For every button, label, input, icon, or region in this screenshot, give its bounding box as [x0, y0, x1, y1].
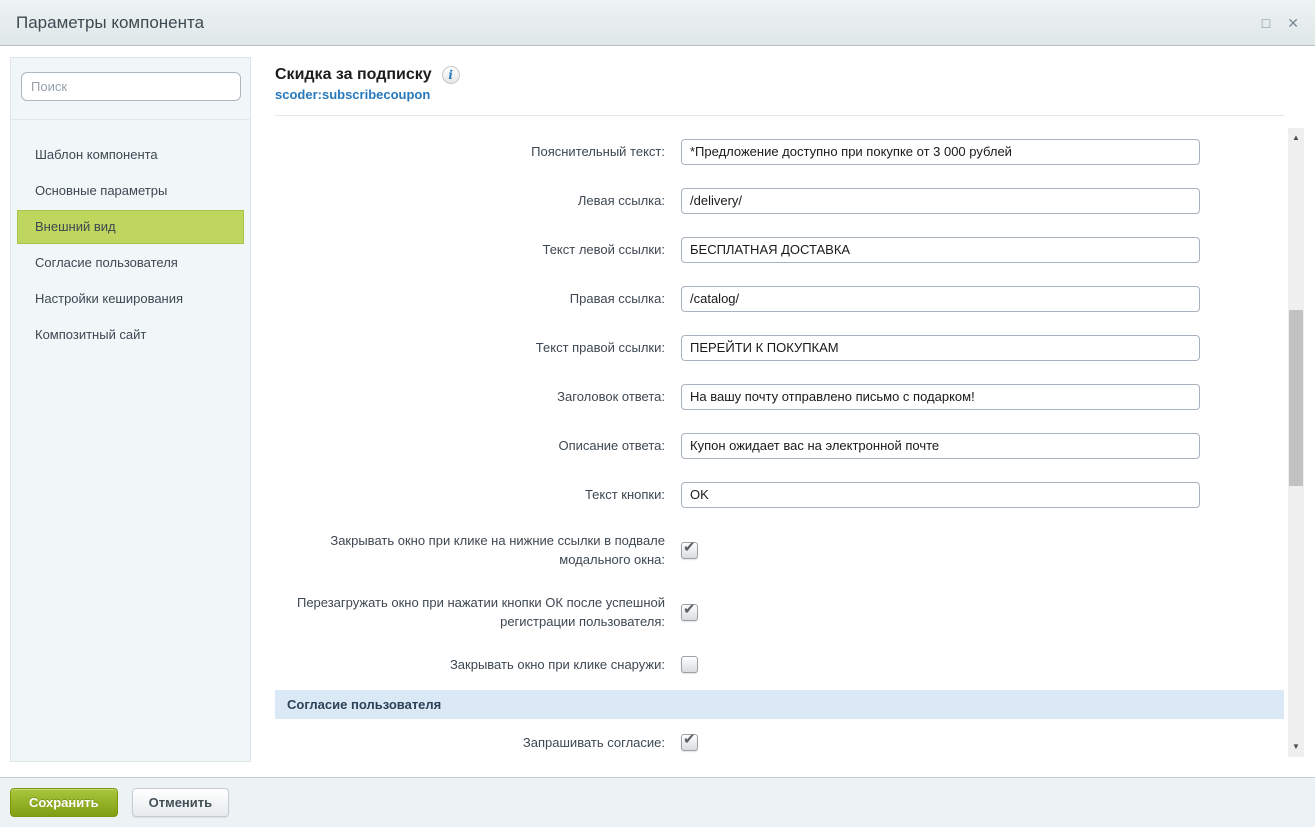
sidebar-menu [11, 120, 250, 353]
form-fields [275, 127, 1284, 686]
component-name[interactable]: scoder:subscribecoupon [275, 87, 431, 102]
form-row [275, 719, 1284, 764]
field-label: Закрывать окно при клике снаружи: [449, 657, 665, 672]
field-label: Текст левой ссылки: [542, 242, 665, 257]
dialog-title: Параметры компонента [16, 13, 205, 32]
field-input[interactable] [681, 335, 1200, 361]
field-label: Левая ссылка: [577, 193, 665, 208]
field-input[interactable] [681, 188, 1200, 214]
checkmark-icon: ✔ [683, 538, 696, 556]
search-input[interactable] [21, 72, 241, 101]
checkbox[interactable] [681, 731, 698, 751]
sidebar-item[interactable]: Основные параметры [35, 183, 168, 198]
field-label: Закрывать окно при клике на нижние ссылки в подвале модального окна: [330, 533, 665, 567]
section-header: Согласие пользователя [275, 690, 1284, 719]
footer-bar [0, 777, 1315, 827]
form-row [275, 127, 1284, 176]
save-button[interactable]: Сохранить [10, 788, 118, 817]
checkbox[interactable] [681, 600, 698, 621]
sidebar-item[interactable]: Настройки кеширования [35, 291, 184, 306]
field-label: Пояснительный текст: [531, 144, 665, 159]
info-icon[interactable]: i [442, 66, 460, 84]
dialog-titlebar [0, 0, 1315, 46]
checkbox[interactable] [681, 656, 698, 673]
sidebar-item[interactable]: Композитный сайт [35, 327, 147, 342]
scrollbar-thumb[interactable] [1289, 310, 1303, 486]
close-icon[interactable]: ✕ [1287, 15, 1299, 31]
field-input[interactable] [681, 237, 1200, 263]
field-label: Перезагружать окно при нажатии кнопки ОК после успешной регистрации пользователя: [296, 595, 665, 629]
field-label: Запрашивать согласие: [522, 735, 665, 750]
scroll-down-icon[interactable]: ▼ [1292, 742, 1300, 751]
checkmark-icon: ✔ [683, 731, 696, 748]
scroll-up-icon[interactable]: ▲ [1292, 133, 1300, 142]
sidebar-item[interactable]: Согласие пользователя [35, 255, 178, 270]
main-content [275, 60, 1284, 764]
form-row [275, 323, 1284, 372]
form-row [275, 421, 1284, 470]
field-input[interactable] [681, 384, 1200, 410]
form-row [275, 372, 1284, 421]
field-label: Текст кнопки: [584, 487, 665, 502]
form-row [275, 225, 1284, 274]
field-label: Текст правой ссылки: [535, 340, 665, 355]
form-row [275, 581, 1284, 643]
sidebar-item[interactable]: Внешний вид [17, 210, 244, 244]
field-input[interactable] [681, 482, 1200, 508]
form-row [275, 176, 1284, 225]
checkmark-icon: ✔ [683, 600, 696, 618]
form-row [275, 519, 1284, 581]
form-row [275, 470, 1284, 519]
checkbox[interactable] [681, 538, 698, 559]
field-label: Заголовок ответа: [557, 389, 665, 404]
sidebar [10, 57, 251, 762]
field-input[interactable] [681, 286, 1200, 312]
divider [275, 115, 1284, 116]
field-input[interactable] [681, 433, 1200, 459]
field-label: Описание ответа: [558, 438, 665, 453]
vertical-scrollbar[interactable] [1288, 128, 1304, 757]
page-title: Скидка за подписку [275, 66, 432, 83]
field-label: Правая ссылка: [569, 291, 665, 306]
field-input[interactable] [681, 139, 1200, 165]
form-row [275, 643, 1284, 686]
sidebar-item[interactable]: Шаблон компонента [35, 147, 158, 162]
maximize-icon[interactable]: □ [1261, 15, 1271, 31]
cancel-button[interactable]: Отменить [132, 788, 230, 817]
consent-area [275, 719, 1284, 764]
form-row [275, 274, 1284, 323]
